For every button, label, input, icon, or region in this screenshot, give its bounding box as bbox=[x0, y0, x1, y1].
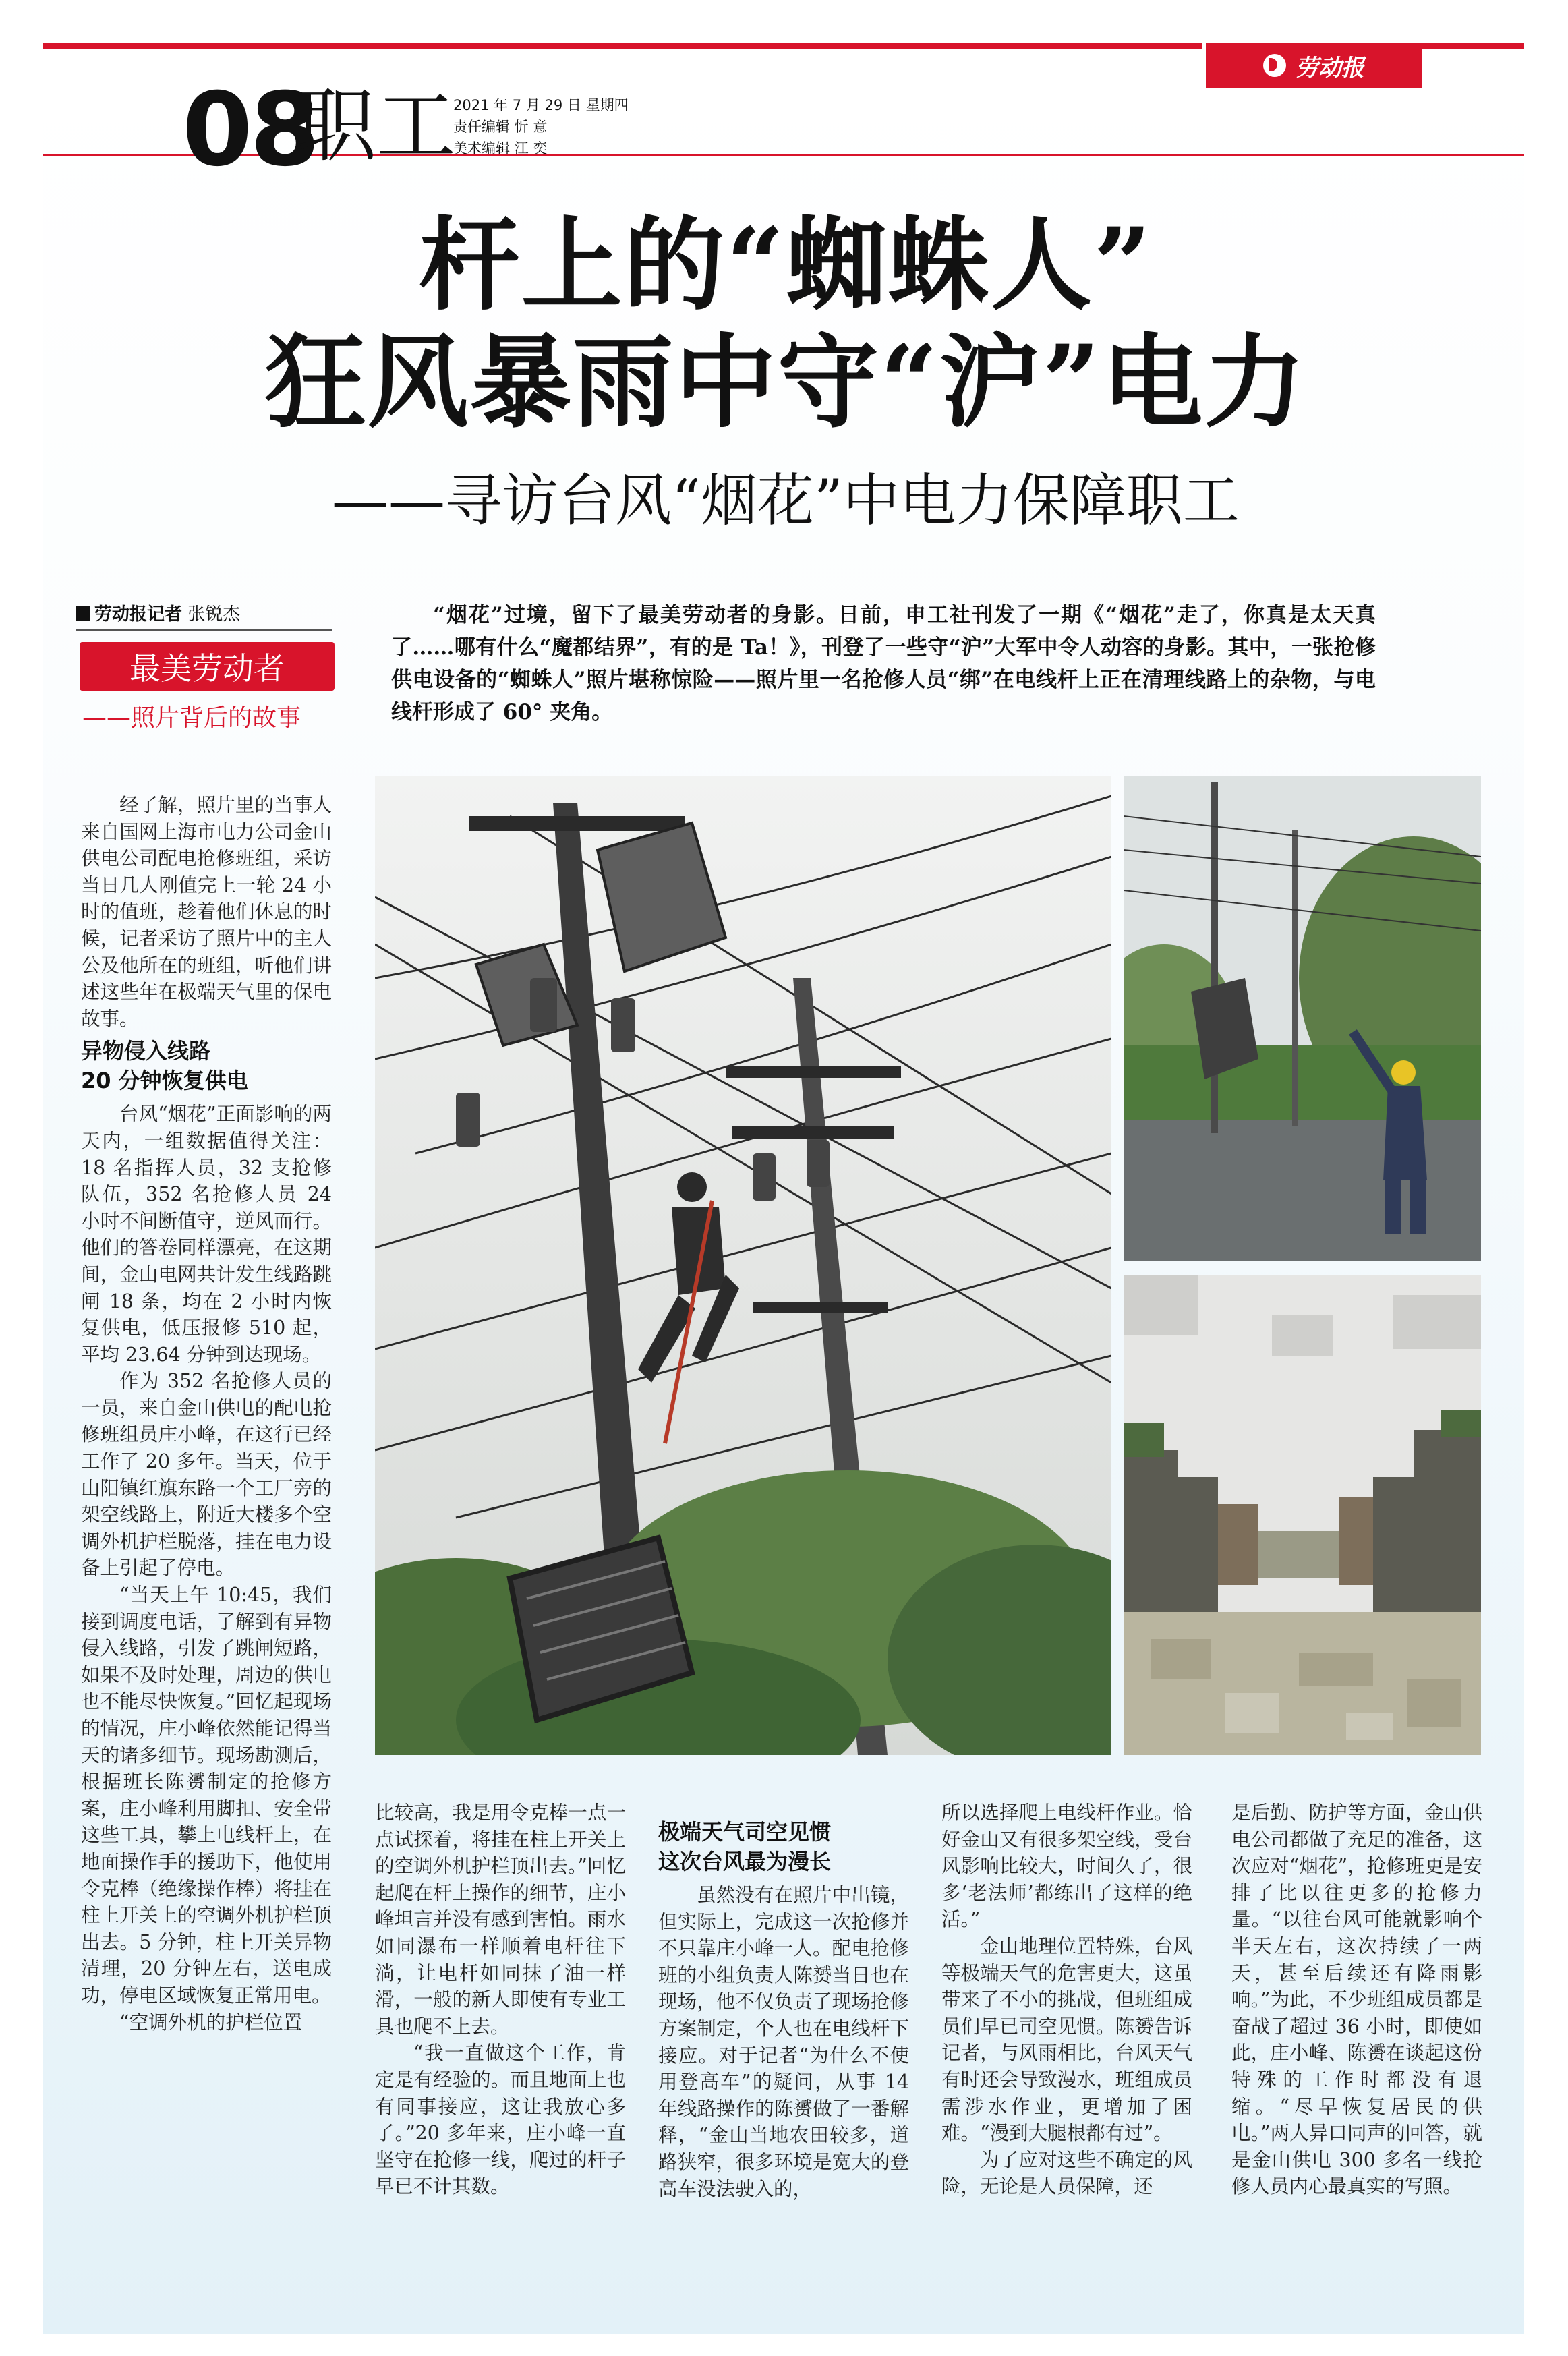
newspaper-logo bbox=[1206, 43, 1422, 88]
subheadline: ——寻访台风“烟花”中电力保障职工 bbox=[332, 467, 1240, 534]
logo-text: 劳动报 bbox=[1296, 54, 1364, 82]
section-heading-2 bbox=[658, 1817, 909, 1876]
section-name: 职工 bbox=[297, 80, 457, 173]
column-tag-subtitle: ——照片背后的故事 bbox=[82, 704, 301, 732]
article-column-5 bbox=[1231, 1800, 1482, 2200]
headline-line-1: 杆上的“蜘蛛人” bbox=[418, 206, 1153, 324]
section-heading-2-line-2: 这次台风最为漫长 bbox=[658, 1849, 832, 1874]
section-heading-1-line-2: 20 分钟恢复供电 bbox=[81, 1068, 248, 1094]
article-column-4 bbox=[941, 1800, 1192, 2200]
column-tag: 最美劳动者 bbox=[80, 642, 335, 691]
main-photo-lineman-on-pole bbox=[375, 776, 1111, 1755]
article-column-1 bbox=[81, 792, 332, 2036]
section-heading-1 bbox=[81, 1036, 332, 1095]
editor-line: 责任编辑 忻 意 bbox=[453, 119, 548, 135]
logo-mark-icon bbox=[1263, 54, 1286, 77]
byline-author: 张锐杰 bbox=[187, 604, 241, 625]
article-paragraph: 比较高，我是用令克棒一点一点试探着，将挂在柱上开关上的空调外机护栏顶出去。”回忆起爬在杆上操作的细节，庄小峰坦言并没有感到害怕。雨水如同瀑布一样顺着电杆往下淌，让电杆如同抹了油一样滑，一般的新人即使有专业工具也爬不上去。 bbox=[375, 1802, 626, 2038]
article-paragraph: 所以选择爬上电线杆作业。恰好金山又有很多架空线，受台风影响比较大，时间久了，很多‘老法师’都练出了这样的绝活。” bbox=[941, 1802, 1192, 1931]
date-line: 2021 年 7 月 29 日 星期四 bbox=[453, 97, 629, 113]
side-photo-flooded-street bbox=[1124, 1275, 1481, 1755]
article-paragraph: 虽然没有在照片中出镜，但实际上，完成这一次抢修并不只靠庄小峰一人。配电抢修班的小组负责人陈赟当日也在现场，他不仅负责了现场抢修方案制定，个人也在电线杆下接应。对于记者“为什么不使用登高车”的疑问，从事 14 年线路操作的陈赟做了一番解释，“金山当地农田较多，道路狭窄，很多环境是宽大的登高车没法驶入的， bbox=[658, 1884, 909, 2200]
art-editor-line: 美术编辑 江 奕 bbox=[453, 140, 548, 156]
article-paragraph: 作为 352 名抢修人员的一员，来自金山供电的配电抢修班组员庄小峰，在这行已经工作了 20 多年。当天，位于山阳镇红旗东路一个工厂旁的架空线路上，附近大楼多个空调外机护栏脱落，挂在电力设备上引起了停电。 bbox=[81, 1370, 332, 1580]
byline-label: 劳动报记者 bbox=[94, 604, 183, 625]
article-column-2 bbox=[375, 1800, 626, 2200]
byline-square-icon bbox=[76, 606, 90, 621]
lead-paragraph: “烟花”过境，留下了最美劳动者的身影。日前，申工社刊发了一期《“烟花”走了，你真是太天真了……哪有什么“魔都结界”，有的是 Ta！》，刊登了一些守“沪”大军中令人动容的身影。其中，一张抢修供电设备的“蜘蛛人”照片堪称惊险——照片里一名抢修人员“绑”在电线杆上正在清理线路上的杂物，与电线杆形成了 60° 夹角。 bbox=[391, 603, 1376, 724]
article-paragraph: 是后勤、防护等方面，金山供电公司都做了充足的准备，这次应对“烟花”，抢修班更是安排了比以往更多的抢修力量。“以往台风可能就影响个半天左右，这次持续了一两天，甚至后续还有降雨影响。”为此，不少班组成员都是奋战了超过 36 小时，即使如此，庄小峰、陈赟在谈起这份特殊的工作时都没有退缩。“尽早恢复居民的供电。”两人异口同声的回答，就是金山供电 300 多名一线抢修人员内心最真实的写照。 bbox=[1231, 1802, 1482, 2198]
article-paragraph: “空调外机的护栏位置 bbox=[119, 2011, 303, 2034]
article-paragraph: “我一直做这个工作，肯定是有经验的。而且地面上也有同事接应，这让我放心多了。”20 多年来，庄小峰一直坚守在抢修一线，爬过的杆子早已不计其数。 bbox=[375, 2042, 626, 2198]
byline bbox=[76, 600, 332, 631]
top-red-rule bbox=[43, 43, 1202, 49]
headline-line-2: 狂风暴雨中守“沪”电力 bbox=[264, 323, 1307, 442]
article-paragraph: 金山地理位置特殊，台风等极端天气的危害更大，这虽带来了不小的挑战，但班组成员们早已司空见惯。陈赟告诉记者，与风雨相比，台风天气有时还会导致漫水，班组成员需涉水作业，更增加了困难。“漫到大腿根都有过”。 bbox=[941, 1934, 1192, 2145]
article-paragraph: 经了解，照片里的当事人来自国网上海市电力公司金山供电公司配电抢修班组，采访当日几人刚值完上一轮 24 小时的值班，趁着他们休息的时候，记者采访了照片中的主人公及他所在的班组，听他们讲述这些年在极端天气里的保电故事。 bbox=[81, 794, 332, 1030]
article-paragraph: 台风“烟花”正面影响的两天内，一组数据值得关注：18 名指挥人员，32 支抢修队伍，352 名抢修人员 24 小时不间断值守，逆风而行。他们的答卷同样漂亮，在这期间，金山电网共计发生线路跳闸 18 条，均在 2 小时内恢复供电，低压报修 510 起，平均 23.64 分钟到达现场。 bbox=[81, 1103, 332, 1366]
side-photo-worker-by-road bbox=[1124, 776, 1481, 1261]
article-paragraph: 为了应对这些不确定的风险，无论是人员保障，还 bbox=[941, 2148, 1192, 2198]
top-red-rule-right bbox=[1422, 43, 1524, 49]
section-heading-2-line-1: 极端天气司空见惯 bbox=[658, 1819, 832, 1845]
article-column-3 bbox=[658, 1813, 909, 2202]
article-paragraph: “当天上午 10:45，我们接到调度电话，了解到有异物侵入线路，引发了跳闸短路，如果不及时处理，周边的供电也不能尽快恢复。”回忆起现场的情况，庄小峰依然能记得当天的诸多细节。现场勘测后，根据班长陈赟制定的抢修方案，庄小峰利用脚扣、安全带这些工具，攀上电线杆上，在地面操作手的援助下，他使用令克棒（绝缘操作棒）将挂在柱上开关上的空调外机护栏顶出去。5 分钟，柱上开关异物清理，20 分钟左右，送电成功，停电区域恢复正常用电。 bbox=[81, 1584, 332, 2007]
page-number: 08 bbox=[182, 71, 318, 189]
section-heading-1-line-1: 异物侵入线路 bbox=[81, 1038, 211, 1064]
